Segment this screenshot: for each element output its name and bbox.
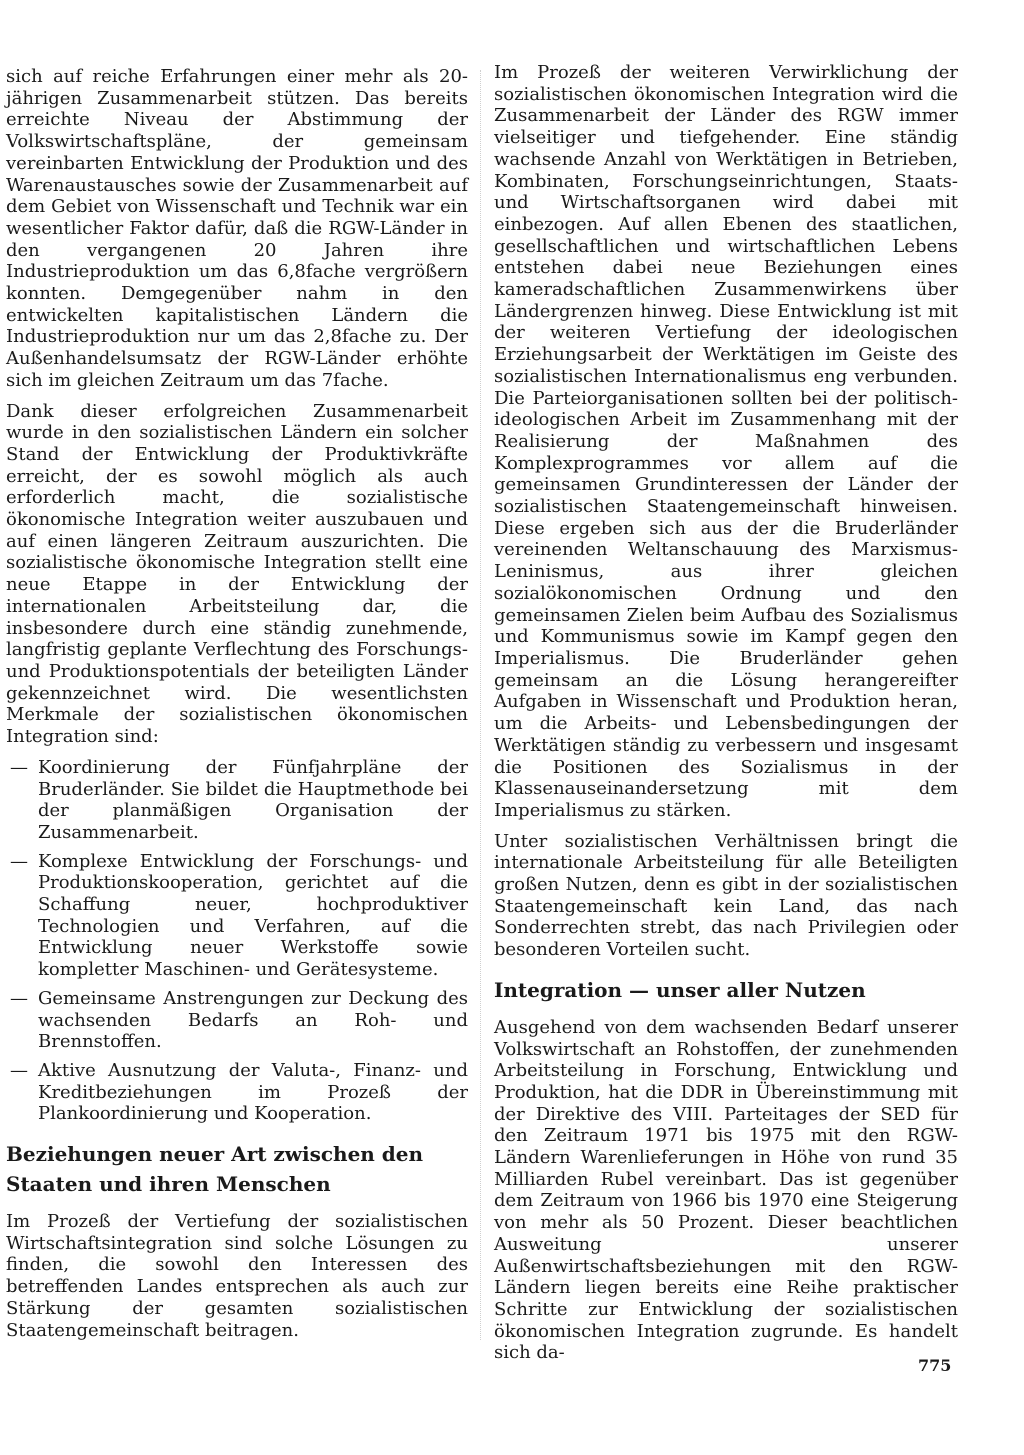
dash-bullet: — — [10, 987, 28, 1009]
list-item-text: Aktive Ausnutzung der Valuta-, Finanz- und Kreditbeziehungen im Prozeß der Plankoordinierung und Kooperation. — [38, 1059, 468, 1125]
list-item-text: Komplexe Entwicklung der Forschungs- und Produktionskooperation, gerichtet auf die Schaffung neuer, hochproduktiver Technologien und Verfahren, auf die Entwicklung neuer Werkstoffe sowie kompletter Maschinen- und Gerätesysteme. — [38, 850, 468, 981]
paragraph: sich auf reiche Erfahrungen einer mehr als 20-jährigen Zusammenarbeit stützen. Das bereits erreichte Niveau der Abstimmung der Volkswirtschaftspläne, der gemeinsam vereinbarten Entwicklung der Produktion und des Warenaustausches sowie der Zusammenarbeit auf dem Gebiet von Wissenschaft und Technik war ein wesentlicher Faktor dafür, daß die RGW-Länder in den vergangenen 20 Jahren ihre Industrieproduktion um das 6,8fache vergrößern konnten. Demgegenüber nahm in den entwickelten kapitalistischen Ländern die Industrieproduktion nur um das 2,8fache zu. Der Außenhandelsumsatz der RGW-Länder erhöhte sich im gleichen Zeitraum um das 7fache. — [6, 66, 468, 391]
dash-bullet: — — [10, 1059, 28, 1081]
list-item — [6, 757, 468, 844]
feature-list — [6, 757, 468, 1125]
section-heading: Beziehungen neuer Art zwischen den Staaten und ihren Menschen — [6, 1142, 424, 1197]
column-divider — [480, 70, 481, 1340]
list-item-text: Koordinierung der Fünfjahrpläne der Bruderländer. Sie bildet die Hauptmethode bei der planmäßigen Organisation der Zusammenarbeit. — [38, 756, 468, 843]
list-item — [6, 988, 468, 1053]
paragraph: Ausgehend von dem wachsenden Bedarf unserer Volkswirtschaft an Rohstoffen, der zunehmenden Arbeitsteilung in Forschung, Entwicklung und Produktion, hat die DDR in Übereinstimmung mit der Direktive des VIII. Parteitages der SED für den Zeitraum 1971 bis 1975 mit den RGW-Ländern Warenlieferungen in Höhe von rund 35 Milliarden Rubel vereinbart. Das ist gegenüber dem Zeitraum von 1966 bis 1970 eine Steigerung von mehr als 50 Prozent. Dieser beachtlichen Ausweitung unserer Außenwirtschaftsbeziehungen mit den RGW-Ländern liegen bereits eine Reihe praktischer Schritte zur Entwicklung der sozialistischen ökonomischen Integration zugrunde. Es handelt sich da- — [494, 1016, 958, 1364]
list-item — [6, 851, 468, 981]
page-number: 775 — [918, 1356, 952, 1375]
list-item — [6, 1060, 468, 1125]
paragraph: Dank dieser erfolgreichen Zusammenarbeit wurde in den sozialistischen Ländern ein solcher Stand der Entwicklung der Produktivkräfte erreicht, der es sowohl möglich als auch erforderlich macht, die sozialistische ökonomische Integration weiter auszubauen und auf einen längeren Zeitraum auszurichten. Die sozialistische ökonomische Integration stellt eine neue Etappe in der Entwicklung der internationalen Arbeitsteilung dar, die insbesondere durch eine ständig zunehmende, langfristig geplante Verflechtung des Forschungs- und Produktionspotentials der beteiligten Länder gekennzeichnet wird. Die wesentlichsten Merkmale der sozialistischen ökonomischen Integration sind: — [6, 400, 468, 748]
list-item-text: Gemeinsame Anstrengungen zur Deckung des wachsenden Bedarfs an Roh- und Brennstoffen. — [38, 987, 468, 1053]
paragraph: Im Prozeß der weiteren Verwirklichung der sozialistischen ökonomischen Integration wird die Zusammenarbeit der Länder des RGW immer vielseitiger und tiefgehender. Eine ständig wachsende Anzahl von Werktätigen in Betrieben, Kombinaten, Forschungseinrichtungen, Staats- und Wirtschaftsorganen wird dabei mit einbezogen. Auf allen Ebenen des staatlichen, gesellschaftlichen und wirtschaftlichen Lebens entstehen dabei neue Beziehungen eines kameradschaftlichen Zusammenwirkens über Ländergrenzen hinweg. Diese Entwicklung ist mit der weiteren Vertiefung der ideologischen Erziehungsarbeit der Werktätigen im Geiste des sozialistischen Internationalismus eng verbunden. Die Parteiorganisationen sollten bei der politisch-ideologischen Arbeit im Zusammenhang mit der Realisierung der Maßnahmen des Komplexprogrammes vor allem auf die gemeinsamen Grundinteressen der Länder der sozialistischen Staatengemeinschaft hinweisen. Diese ergeben sich aus der die Bruderländer vereinenden Weltanschauung des Marxismus-Leninismus, aus ihrer gleichen sozialökonomischen Ordnung und den gemeinsamen Zielen beim Aufbau des Sozialismus und Kommunismus sowie im Kampf gegen den Imperialismus. Die Bruderländer gehen gemeinsam an die Lösung herangereifter Aufgaben in Wissenschaft und Produktion heran, um die Arbeits- und Lebensbedingungen der Werktätigen ständig zu verbessern und insgesamt die Positionen des Sozialismus in der Klassenauseinandersetzung mit dem Imperialismus zu stärken. — [494, 62, 958, 821]
right-column — [494, 62, 958, 1373]
dash-bullet: — — [10, 850, 28, 872]
paragraph: Im Prozeß der Vertiefung der sozialistischen Wirtschaftsintegration sind solche Lösungen zu finden, die sowohl den Interessen des betreffenden Landes entsprechen als auch zur Stärkung der gesamten sozialistischen Staatengemeinschaft beitragen. — [6, 1211, 468, 1341]
dash-bullet: — — [10, 756, 28, 778]
paragraph: Unter sozialistischen Verhältnissen bringt die internationale Arbeitsteilung für alle Beteiligten großen Nutzen, denn es gibt in der sozialistischen Staatengemeinschaft kein Land, das nach Sonderrechten strebt, das nach Privilegien oder besonderen Vorteilen sucht. — [494, 830, 958, 961]
left-column — [6, 66, 468, 1350]
section-heading: Integration — unser aller Nutzen — [494, 977, 866, 1002]
